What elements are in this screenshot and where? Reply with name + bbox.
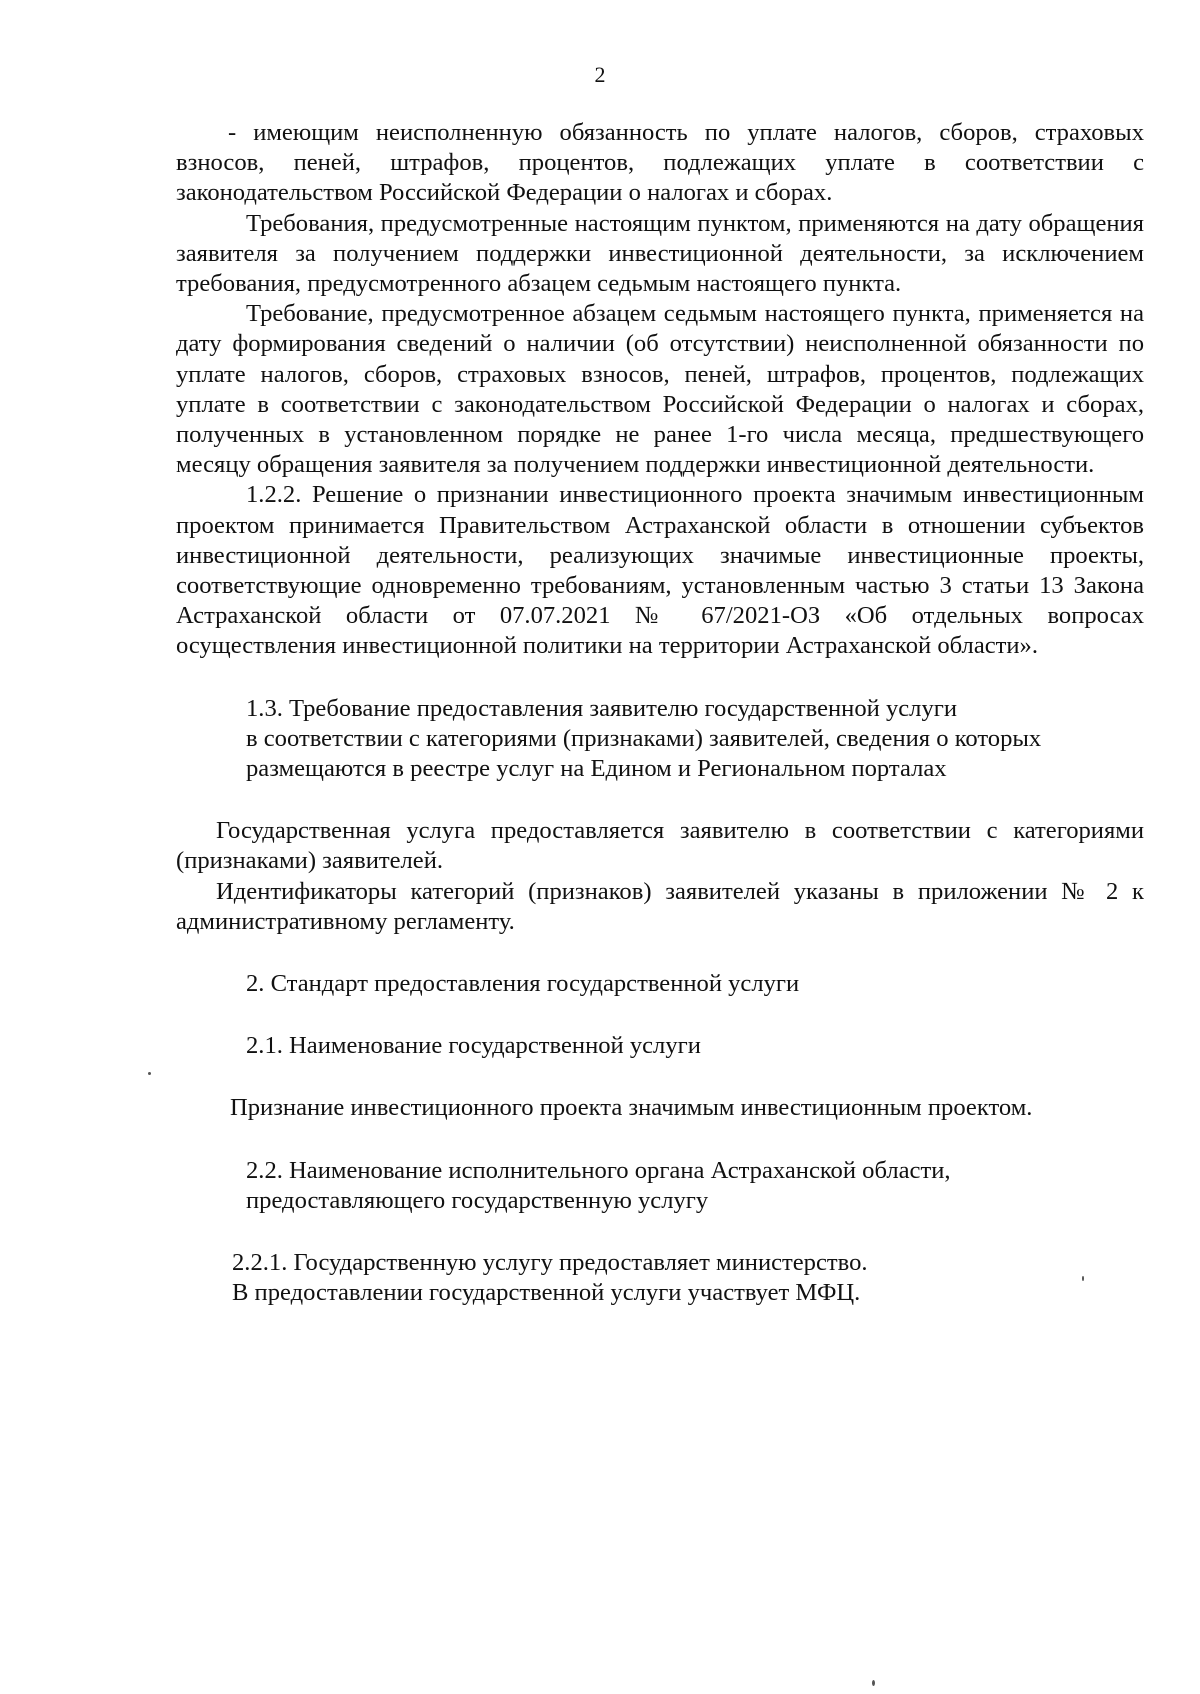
heading-1-3-line1: 1.3. Требование предоставления заявителю государственной услуги — [246, 694, 957, 722]
heading-2-2 — [176, 1156, 1144, 1216]
heading-2-2-line1: 2.2. Наименование исполнительного органа Астраханской области, — [246, 1156, 951, 1184]
scan-speck — [148, 1072, 151, 1075]
heading-2-1: 2.1. Наименование государственной услуги — [246, 1032, 701, 1060]
heading-1-3-line2: в соответствии с категориями (признаками) заявителей, сведения о которых — [246, 724, 1042, 752]
paragraph-2-2-1: 2.2.1. Государственную услугу предоставляет министерство. — [232, 1249, 868, 1277]
paragraph-tax-obligation: - имеющим неисполненную обязанность по уплате налогов, сборов, страховых взносов, пеней, штрафов, процентов, подлежащих уплате в соответствии с законодательством Российской Федерации о налогах и сборах. — [176, 119, 1144, 207]
heading-1-3 — [176, 694, 1144, 785]
paragraph-1-2-2: 1.2.2. Решение о признании инвестиционного проекта значимым инвестиционным проектом принимается Правительством Астраханской области в отношении субъектов инвестиционной деятельности, реализующих значимые инвестиционные проекты, соответствующие одновременно требованиям, установленным частью 3 статьи 13 Закона Астраханской области от 07.07.2021 № 67/2021-ОЗ «Об отдельных вопросах осуществления инвестиционной политики на территории Астраханской области». — [176, 481, 1144, 660]
heading-2-2-line2: предоставляющего государственную услугу — [246, 1186, 709, 1214]
paragraph-requirements-date: Требования, предусмотренные настоящим пунктом, применяются на дату обращения заявителя за получением поддержки инвестиционной деятельности, за исключением требования, предусмотренного абзацем седьмым настоящего пункта. — [176, 209, 1144, 298]
scan-speck — [1082, 1276, 1084, 1281]
scan-speck — [872, 1680, 875, 1686]
paragraph-service-category: Государственная услуга предоставляется заявителю в соответствии с категориями (признаками) заявителей. — [176, 817, 1144, 875]
document-body — [176, 118, 1144, 1309]
heading-2: 2. Стандарт предоставления государственной услуги — [246, 970, 800, 998]
heading-1-3-line3: размещаются в реестре услуг на Едином и Региональном порталах — [246, 755, 947, 783]
paragraph-service-name: Признание инвестиционного проекта значимым инвестиционным проектом. — [230, 1094, 1033, 1122]
paragraph-requirement-seventh: Требование, предусмотренное абзацем седьмым настоящего пункта, применяется на дату формирования сведений о наличии (об отсутствии) неисполненной обязанности по уплате налогов, сборов, страховых взносов, пеней, штрафов, процентов, подлежащих уплате в соответствии с законодательством Российской Федерации о налогах и сборах, полученных в установленном порядке не ранее 1-го числа месяца, предшествующего месяцу обращения заявителя за получением поддержки инвестиционной деятельности. — [176, 300, 1144, 479]
paragraph-category-identifiers: Идентификаторы категорий (признаков) заявителей указаны в приложении № 2 к административному регламенту. — [176, 877, 1144, 935]
page-number: 2 — [594, 62, 606, 87]
paragraph-mfc: В предоставлении государственной услуги участвует МФЦ. — [232, 1279, 861, 1307]
